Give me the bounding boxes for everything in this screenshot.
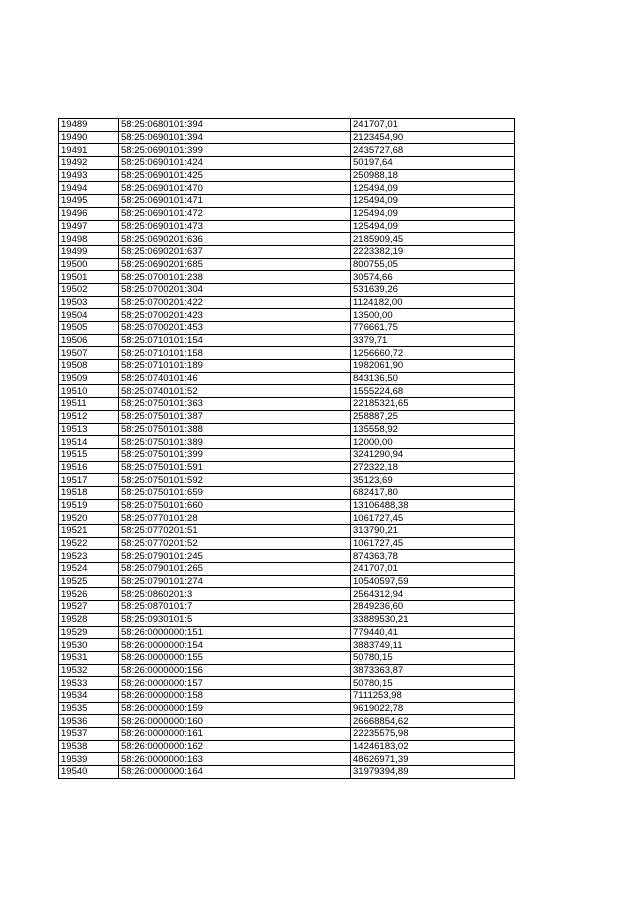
- value-cell: 531639,26: [351, 283, 515, 296]
- value-cell: 31979394,89: [351, 766, 515, 779]
- table-row: [59, 601, 515, 614]
- cadastral-number-cell: 58:25:0750101:363: [119, 398, 351, 411]
- table-row: [59, 664, 515, 677]
- table-row: [59, 550, 515, 563]
- value-cell: 776661,75: [351, 322, 515, 335]
- row-number-cell: 19521: [59, 525, 119, 538]
- row-number-cell: 19527: [59, 601, 119, 614]
- row-number-cell: 19500: [59, 258, 119, 271]
- cadastral-number-cell: 58:25:0770201:51: [119, 525, 351, 538]
- cadastral-number-cell: 58:25:0750101:389: [119, 436, 351, 449]
- value-cell: 682417,80: [351, 486, 515, 499]
- row-number-cell: 19501: [59, 271, 119, 284]
- cadastral-number-cell: 58:25:0790101:274: [119, 575, 351, 588]
- row-number-cell: 19517: [59, 474, 119, 487]
- cadastral-number-cell: 58:25:0750101:660: [119, 499, 351, 512]
- cadastral-number-cell: 58:25:0690101:425: [119, 169, 351, 182]
- row-number-cell: 19489: [59, 119, 119, 132]
- cadastral-number-cell: 58:25:0690101:399: [119, 144, 351, 157]
- cadastral-number-cell: 58:25:0790101:265: [119, 563, 351, 576]
- row-number-cell: 19514: [59, 436, 119, 449]
- row-number-cell: 19539: [59, 753, 119, 766]
- cadastral-number-cell: 58:25:0700101:238: [119, 271, 351, 284]
- row-number-cell: 19518: [59, 486, 119, 499]
- table-row: [59, 258, 515, 271]
- cadastral-number-cell: 58:25:0700201:304: [119, 283, 351, 296]
- cadastral-number-cell: 58:26:0000000:160: [119, 715, 351, 728]
- value-cell: 2435727,68: [351, 144, 515, 157]
- table-row: [59, 360, 515, 373]
- cadastral-number-cell: 58:25:0750101:591: [119, 461, 351, 474]
- row-number-cell: 19516: [59, 461, 119, 474]
- value-cell: 3873363,87: [351, 664, 515, 677]
- table-row: [59, 563, 515, 576]
- table-row: [59, 651, 515, 664]
- value-cell: 843136,50: [351, 372, 515, 385]
- value-cell: 800755,05: [351, 258, 515, 271]
- row-number-cell: 19495: [59, 195, 119, 208]
- value-cell: 313790,21: [351, 525, 515, 538]
- cadastral-number-cell: 58:26:0000000:156: [119, 664, 351, 677]
- value-cell: 125494,09: [351, 220, 515, 233]
- table-row: [59, 169, 515, 182]
- table-row: [59, 588, 515, 601]
- cadastral-number-cell: 58:25:0690101:470: [119, 182, 351, 195]
- table-row: [59, 245, 515, 258]
- table-row: [59, 144, 515, 157]
- cadastral-number-cell: 58:25:0700201:422: [119, 296, 351, 309]
- table-row: [59, 766, 515, 779]
- row-number-cell: 19523: [59, 550, 119, 563]
- cadastral-number-cell: 58:25:0750101:388: [119, 423, 351, 436]
- row-number-cell: 19520: [59, 512, 119, 525]
- table-body: [59, 119, 515, 779]
- value-cell: 50780,15: [351, 677, 515, 690]
- table-row: [59, 309, 515, 322]
- cadastral-number-cell: 58:25:0700201:423: [119, 309, 351, 322]
- value-cell: 30574,66: [351, 271, 515, 284]
- table-row: [59, 639, 515, 652]
- table-row: [59, 157, 515, 170]
- table-row: [59, 537, 515, 550]
- cadastral-number-cell: 58:25:0740101:46: [119, 372, 351, 385]
- table-row: [59, 283, 515, 296]
- cadastral-number-cell: 58:25:0750101:659: [119, 486, 351, 499]
- row-number-cell: 19509: [59, 372, 119, 385]
- table-row: [59, 689, 515, 702]
- value-cell: 26668854,62: [351, 715, 515, 728]
- table-row: [59, 220, 515, 233]
- table-row: [59, 182, 515, 195]
- value-cell: 3241290,94: [351, 448, 515, 461]
- row-number-cell: 19512: [59, 410, 119, 423]
- value-cell: 13500,00: [351, 309, 515, 322]
- table-row: [59, 322, 515, 335]
- row-number-cell: 19538: [59, 740, 119, 753]
- row-number-cell: 19530: [59, 639, 119, 652]
- value-cell: 7111253,98: [351, 689, 515, 702]
- data-table: [58, 118, 515, 779]
- table-row: [59, 334, 515, 347]
- value-cell: 1061727,45: [351, 537, 515, 550]
- value-cell: 50780,15: [351, 651, 515, 664]
- cadastral-number-cell: 58:26:0000000:155: [119, 651, 351, 664]
- row-number-cell: 19506: [59, 334, 119, 347]
- table-row: [59, 347, 515, 360]
- table-row: [59, 423, 515, 436]
- row-number-cell: 19492: [59, 157, 119, 170]
- table-row: [59, 575, 515, 588]
- table-row: [59, 499, 515, 512]
- cadastral-number-cell: 58:25:0750101:387: [119, 410, 351, 423]
- value-cell: 2123454,90: [351, 131, 515, 144]
- value-cell: 241707,01: [351, 119, 515, 132]
- row-number-cell: 19511: [59, 398, 119, 411]
- value-cell: 779440,41: [351, 626, 515, 639]
- cadastral-number-cell: 58:25:0870101:7: [119, 601, 351, 614]
- row-number-cell: 19522: [59, 537, 119, 550]
- cadastral-number-cell: 58:26:0000000:157: [119, 677, 351, 690]
- row-number-cell: 19540: [59, 766, 119, 779]
- cadastral-number-cell: 58:25:0790101:245: [119, 550, 351, 563]
- table-row: [59, 207, 515, 220]
- cadastral-number-cell: 58:25:0770101:28: [119, 512, 351, 525]
- value-cell: 241707,01: [351, 563, 515, 576]
- value-cell: 12000,00: [351, 436, 515, 449]
- row-number-cell: 19502: [59, 283, 119, 296]
- row-number-cell: 19507: [59, 347, 119, 360]
- cadastral-number-cell: 58:25:0690201:636: [119, 233, 351, 246]
- row-number-cell: 19524: [59, 563, 119, 576]
- cadastral-number-cell: 58:26:0000000:164: [119, 766, 351, 779]
- cadastral-number-cell: 58:26:0000000:161: [119, 728, 351, 741]
- value-cell: 22185321,65: [351, 398, 515, 411]
- row-number-cell: 19536: [59, 715, 119, 728]
- row-number-cell: 19528: [59, 613, 119, 626]
- row-number-cell: 19537: [59, 728, 119, 741]
- value-cell: 125494,09: [351, 195, 515, 208]
- value-cell: 250988,18: [351, 169, 515, 182]
- value-cell: 13106488,38: [351, 499, 515, 512]
- row-number-cell: 19508: [59, 360, 119, 373]
- table-row: [59, 626, 515, 639]
- table-row: [59, 436, 515, 449]
- row-number-cell: 19505: [59, 322, 119, 335]
- value-cell: 10540597,59: [351, 575, 515, 588]
- value-cell: 3379,71: [351, 334, 515, 347]
- row-number-cell: 19498: [59, 233, 119, 246]
- cadastral-number-cell: 58:25:0740101:52: [119, 385, 351, 398]
- table-row: [59, 461, 515, 474]
- cadastral-number-cell: 58:25:0690101:424: [119, 157, 351, 170]
- cadastral-number-cell: 58:25:0700201:453: [119, 322, 351, 335]
- table-row: [59, 385, 515, 398]
- cadastral-number-cell: 58:25:0690101:472: [119, 207, 351, 220]
- row-number-cell: 19510: [59, 385, 119, 398]
- table-row: [59, 233, 515, 246]
- value-cell: 272322,18: [351, 461, 515, 474]
- cadastral-number-cell: 58:25:0690201:637: [119, 245, 351, 258]
- table-row: [59, 753, 515, 766]
- cadastral-number-cell: 58:25:0690101:471: [119, 195, 351, 208]
- value-cell: 125494,09: [351, 182, 515, 195]
- value-cell: 2223382,19: [351, 245, 515, 258]
- row-number-cell: 19531: [59, 651, 119, 664]
- row-number-cell: 19535: [59, 702, 119, 715]
- row-number-cell: 19526: [59, 588, 119, 601]
- table-row: [59, 702, 515, 715]
- row-number-cell: 19494: [59, 182, 119, 195]
- cadastral-number-cell: 58:25:0860201:3: [119, 588, 351, 601]
- value-cell: 50197,64: [351, 157, 515, 170]
- row-number-cell: 19496: [59, 207, 119, 220]
- row-number-cell: 19529: [59, 626, 119, 639]
- table-row: [59, 296, 515, 309]
- table-row: [59, 398, 515, 411]
- row-number-cell: 19532: [59, 664, 119, 677]
- value-cell: 125494,09: [351, 207, 515, 220]
- row-number-cell: 19519: [59, 499, 119, 512]
- table-row: [59, 131, 515, 144]
- value-cell: 1124182,00: [351, 296, 515, 309]
- value-cell: 22235575,98: [351, 728, 515, 741]
- value-cell: 2849236,60: [351, 601, 515, 614]
- table-row: [59, 119, 515, 132]
- table-row: [59, 677, 515, 690]
- cadastral-number-cell: 58:26:0000000:154: [119, 639, 351, 652]
- row-number-cell: 19490: [59, 131, 119, 144]
- table-row: [59, 613, 515, 626]
- row-number-cell: 19493: [59, 169, 119, 182]
- value-cell: 35123,69: [351, 474, 515, 487]
- cadastral-number-cell: 58:25:0770201:52: [119, 537, 351, 550]
- cadastral-number-cell: 58:25:0710101:154: [119, 334, 351, 347]
- cadastral-number-cell: 58:26:0000000:159: [119, 702, 351, 715]
- row-number-cell: 19513: [59, 423, 119, 436]
- cadastral-number-cell: 58:26:0000000:158: [119, 689, 351, 702]
- table-row: [59, 448, 515, 461]
- cadastral-number-cell: 58:25:0690101:394: [119, 131, 351, 144]
- cadastral-number-cell: 58:26:0000000:162: [119, 740, 351, 753]
- row-number-cell: 19497: [59, 220, 119, 233]
- cadastral-number-cell: 58:26:0000000:151: [119, 626, 351, 639]
- value-cell: 1061727,45: [351, 512, 515, 525]
- value-cell: 258887,25: [351, 410, 515, 423]
- value-cell: 1555224,68: [351, 385, 515, 398]
- row-number-cell: 19499: [59, 245, 119, 258]
- cadastral-number-cell: 58:25:0750101:399: [119, 448, 351, 461]
- value-cell: 33889530,21: [351, 613, 515, 626]
- cadastral-number-cell: 58:25:0680101:394: [119, 119, 351, 132]
- row-number-cell: 19533: [59, 677, 119, 690]
- row-number-cell: 19525: [59, 575, 119, 588]
- cadastral-number-cell: 58:25:0690201:685: [119, 258, 351, 271]
- table-row: [59, 410, 515, 423]
- value-cell: 1256660,72: [351, 347, 515, 360]
- cadastral-number-cell: 58:25:0710101:158: [119, 347, 351, 360]
- table-row: [59, 474, 515, 487]
- cadastral-number-cell: 58:25:0710101:189: [119, 360, 351, 373]
- row-number-cell: 19504: [59, 309, 119, 322]
- row-number-cell: 19503: [59, 296, 119, 309]
- value-cell: 3883749,11: [351, 639, 515, 652]
- value-cell: 2185909,45: [351, 233, 515, 246]
- value-cell: 1982061,90: [351, 360, 515, 373]
- value-cell: 2564312,94: [351, 588, 515, 601]
- value-cell: 48626971,39: [351, 753, 515, 766]
- cadastral-number-cell: 58:26:0000000:163: [119, 753, 351, 766]
- value-cell: 14246183,02: [351, 740, 515, 753]
- value-cell: 9619022,78: [351, 702, 515, 715]
- value-cell: 874363,78: [351, 550, 515, 563]
- table-row: [59, 195, 515, 208]
- row-number-cell: 19534: [59, 689, 119, 702]
- table-row: [59, 525, 515, 538]
- table-row: [59, 715, 515, 728]
- table-row: [59, 728, 515, 741]
- value-cell: 135558,92: [351, 423, 515, 436]
- table-row: [59, 512, 515, 525]
- cadastral-number-cell: 58:25:0690101:473: [119, 220, 351, 233]
- cadastral-number-cell: 58:25:0930101:5: [119, 613, 351, 626]
- table-row: [59, 372, 515, 385]
- table-row: [59, 740, 515, 753]
- table-row: [59, 271, 515, 284]
- table-row: [59, 486, 515, 499]
- row-number-cell: 19491: [59, 144, 119, 157]
- cadastral-number-cell: 58:25:0750101:592: [119, 474, 351, 487]
- row-number-cell: 19515: [59, 448, 119, 461]
